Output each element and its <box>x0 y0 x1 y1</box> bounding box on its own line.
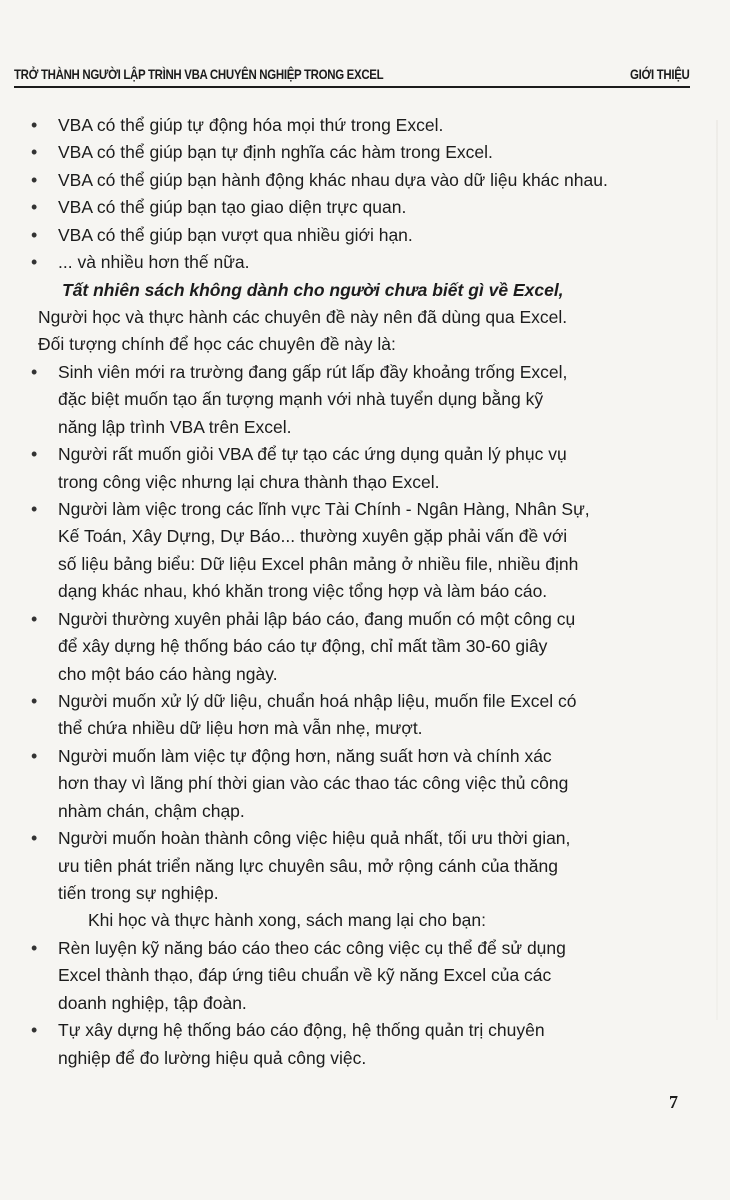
audience-item: • Người muốn làm việc tự động hơn, năng suất hơn và chính xác <box>58 741 688 771</box>
audience-item-line: Kế Toán, Xây Dựng, Dự Báo... thường xuyên gặp phải vấn đề với <box>58 526 568 547</box>
audience-item: • Sinh viên mới ra trường đang gấp rút lấp đầy khoảng trống Excel, <box>58 357 688 387</box>
audience-item: • Người muốn xử lý dữ liệu, chuẩn hoá nhập liệu, muốn file Excel có <box>58 686 688 716</box>
benefit-item: • VBA có thể giúp bạn tự định nghĩa các hàm trong Excel. <box>58 137 688 167</box>
benefit-item: • VBA có thể giúp bạn tạo giao diện trực quan. <box>58 192 688 222</box>
audience-item: • Người thường xuyên phải lập báo cáo, đang muốn có một công cụ <box>58 604 688 634</box>
intro-lead-text: Tất nhiên sách không dành cho người chưa biết gì về Excel, <box>62 279 564 300</box>
outcome-item-line: Excel thành thạo, đáp ứng tiêu chuẩn về kỹ năng Excel của các <box>58 965 552 986</box>
outcome-item-line: doanh nghiệp, tập đoàn. <box>58 992 247 1013</box>
audience-item: • Người muốn hoàn thành công việc hiệu quả nhất, tối ưu thời gian, <box>58 823 688 853</box>
benefit-item: • VBA có thể giúp bạn vượt qua nhiều giới hạn. <box>58 220 688 250</box>
benefit-item: • VBA có thể giúp tự động hóa mọi thứ trong Excel. <box>58 110 688 140</box>
outcome-intro: Khi học và thực hành xong, sách mang lại cho bạn: <box>88 910 486 931</box>
audience-item: • Người làm việc trong các lĩnh vực Tài Chính - Ngân Hàng, Nhân Sự, <box>58 494 688 524</box>
benefit-item: • VBA có thể giúp bạn hành động khác nhau dựa vào dữ liệu khác nhau. <box>58 165 688 195</box>
audience-item-line: năng lập trình VBA trên Excel. <box>58 416 292 437</box>
section-title: GIỚI THIỆU <box>630 66 690 82</box>
audience-item-line: nhàm chán, chậm chạp. <box>58 800 245 821</box>
audience-item: • Người rất muốn giỏi VBA để tự tạo các ứng dụng quản lý phục vụ <box>58 439 688 469</box>
audience-item-line: trong công việc nhưng lại chưa thành thạo Excel. <box>58 471 440 492</box>
running-header <box>14 58 690 88</box>
audience-item-line: cho một báo cáo hàng ngày. <box>58 663 278 684</box>
outcome-item-line: nghiệp để đo lường hiệu quả công việc. <box>58 1047 367 1068</box>
audience-item-line: để xây dựng hệ thống báo cáo tự động, chỉ mất tầm 30-60 giây <box>58 636 548 657</box>
audience-item-line: dạng khác nhau, khó khăn trong việc tổng hợp và làm báo cáo. <box>58 581 548 602</box>
audience-item-line: tiến trong sự nghiệp. <box>58 883 219 903</box>
benefit-item: • ... và nhiều hơn thế nữa. <box>58 247 688 277</box>
audience-item-line: thể chứa nhiều dữ liệu hơn mà vẫn nhẹ, mượt. <box>58 718 423 739</box>
outcome-item: • Tự xây dựng hệ thống báo cáo động, hệ thống quản trị chuyên <box>58 1015 688 1045</box>
audience-item-line: ưu tiên phát triển năng lực chuyên sâu, mở rộng cánh của thăng <box>58 855 558 876</box>
audience-item-line: hơn thay vì lãng phí thời gian vào các thao tác công việc thủ công <box>58 773 569 794</box>
outcome-item: • Rèn luyện kỹ năng báo cáo theo các công việc cụ thể để sử dụng <box>58 933 688 963</box>
page-number: 7 <box>669 1092 678 1112</box>
book-title: TRỞ THÀNH NGƯỜI LẬP TRÌNH VBA CHUYÊN NGHIỆP TRONG EXCEL <box>14 66 384 82</box>
intro-lead <box>62 275 712 305</box>
audience-item-line: số liệu bảng biểu: Dữ liệu Excel phân mảng ở nhiều file, nhiều định <box>58 553 579 574</box>
audience-item-line: đặc biệt muốn tạo ấn tượng mạnh với nhà tuyển dụng bằng kỹ <box>58 389 544 410</box>
bleed-through-shadow <box>716 120 718 1020</box>
intro-line: Đối tượng chính để học các chuyên đề này là: <box>38 334 396 355</box>
intro-line: Người học và thực hành các chuyên đề này nên đã dùng qua Excel. <box>38 307 568 327</box>
